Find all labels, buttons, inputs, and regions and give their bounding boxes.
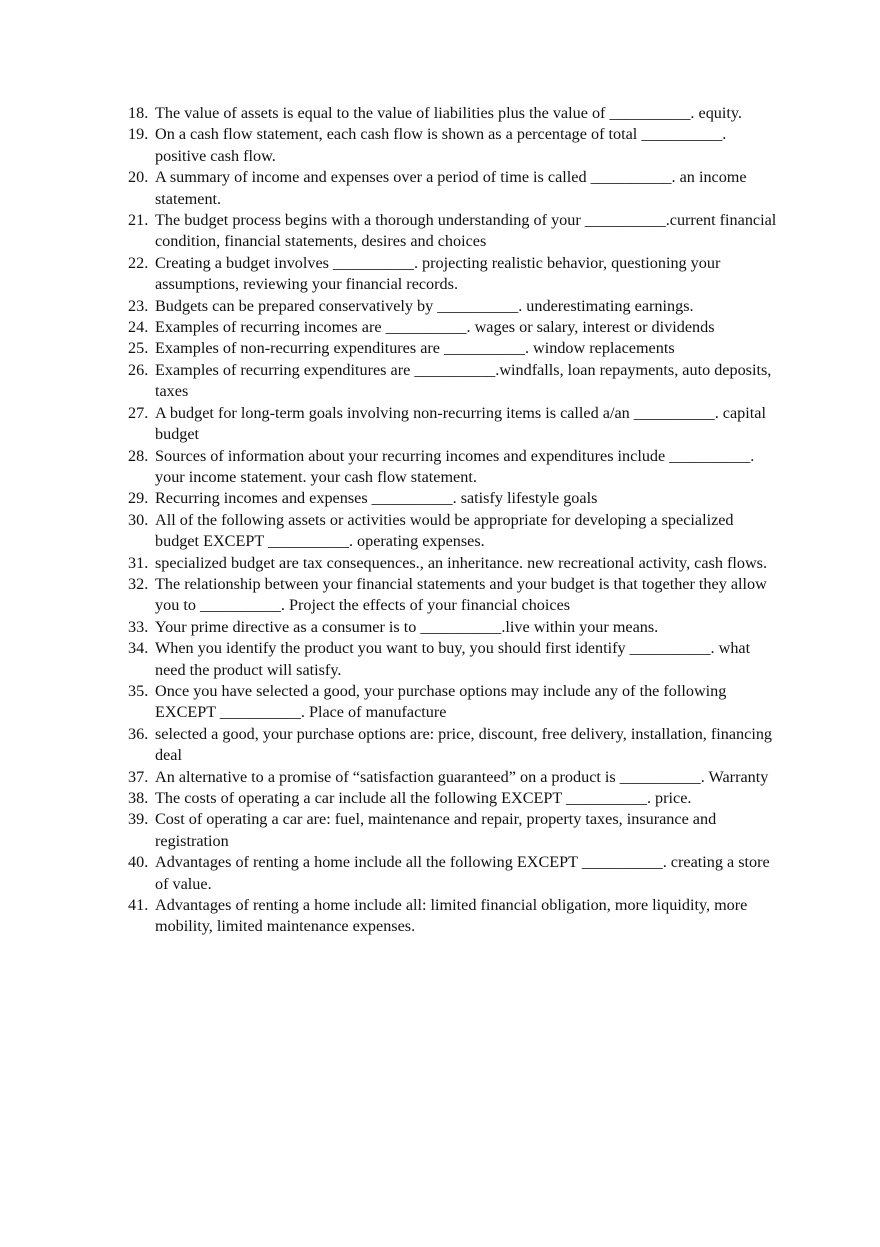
question-item xyxy=(128,167,778,210)
question-number: 27. xyxy=(128,403,149,422)
question-item xyxy=(128,724,778,767)
question-text: Examples of recurring incomes are __________. wages or salary, interest or dividends xyxy=(155,318,715,337)
question-number: 34. xyxy=(128,639,149,658)
question-item xyxy=(128,895,778,938)
question-text: Once you have selected a good, your purchase options may include any of the following EXCEPT __________. Place of manufacture xyxy=(155,681,727,722)
question-text: Examples of recurring expenditures are __________.windfalls, loan repayments, auto deposits, taxes xyxy=(155,360,772,401)
question-item xyxy=(128,852,778,895)
question-number: 35. xyxy=(128,681,149,700)
question-number: 21. xyxy=(128,211,149,230)
question-text: A budget for long-term goals involving non-recurring items is called a/an __________. capital budget xyxy=(155,403,766,444)
question-item xyxy=(128,553,778,574)
question-item xyxy=(128,809,778,852)
question-number: 32. xyxy=(128,574,149,593)
question-item xyxy=(128,403,778,446)
question-number: 26. xyxy=(128,360,149,379)
question-number: 33. xyxy=(128,617,149,636)
question-number: 20. xyxy=(128,168,149,187)
question-number: 41. xyxy=(128,896,149,915)
question-text: Advantages of renting a home include all the following EXCEPT __________. creating a store of value. xyxy=(155,853,770,893)
question-text: specialized budget are tax consequences., an inheritance. new recreational activity, cash flows. xyxy=(155,553,768,572)
question-number: 23. xyxy=(128,296,149,315)
question-text: When you identify the product you want to buy, you should first identify __________. what need the product will satisfy. xyxy=(155,639,751,679)
question-text: Sources of information about your recurring incomes and expenditures include __________. your income statement. your cash flow statement. xyxy=(155,446,755,486)
question-item xyxy=(128,788,778,809)
question-text: The costs of operating a car include all the following EXCEPT __________. price. xyxy=(155,789,692,807)
question-item xyxy=(128,638,778,681)
question-text: On a cash flow statement, each cash flow is shown as a percentage of total __________. positive cash flow. xyxy=(155,125,727,165)
question-number: 37. xyxy=(128,767,149,786)
question-number: 24. xyxy=(128,318,149,337)
question-text: All of the following assets or activities would be appropriate for developing a specialized budget EXCEPT __________. operating expenses. xyxy=(155,510,734,551)
question-number: 31. xyxy=(128,553,149,572)
question-text: Creating a budget involves __________. projecting realistic behavior, questioning your assumptions, reviewing your financial records. xyxy=(155,253,721,294)
question-text: Recurring incomes and expenses __________. satisfy lifestyle goals xyxy=(155,489,598,508)
question-text: The value of assets is equal to the value of liabilities plus the value of __________. equity. xyxy=(155,104,742,122)
question-text: Your prime directive as a consumer is to __________.live within your means. xyxy=(155,617,659,636)
question-text: The budget process begins with a thorough understanding of your __________.current financial condition, financial statements, desires and choices xyxy=(155,211,777,251)
question-text: Advantages of renting a home include all: limited financial obligation, more liquidity, more mobility, limited maintenance expenses. xyxy=(155,896,748,936)
question-item xyxy=(128,338,778,359)
question-text: The relationship between your financial statements and your budget is that together they allow you to __________. Project the effects of your financial choices xyxy=(155,574,767,615)
question-number: 28. xyxy=(128,446,149,465)
question-item xyxy=(128,510,778,553)
question-item xyxy=(128,617,778,638)
question-number: 29. xyxy=(128,489,149,508)
question-number: 22. xyxy=(128,253,149,272)
question-item xyxy=(128,767,778,788)
question-number: 19. xyxy=(128,125,149,144)
question-item xyxy=(128,210,778,253)
question-number: 38. xyxy=(128,789,149,807)
question-item xyxy=(128,296,778,317)
question-item xyxy=(128,446,778,489)
question-text: An alternative to a promise of “satisfaction guaranteed” on a product is __________. Warranty xyxy=(155,767,769,786)
question-list xyxy=(128,103,778,938)
question-text: Budgets can be prepared conservatively by __________. underestimating earnings. xyxy=(155,296,694,315)
question-item xyxy=(128,488,778,509)
question-number: 36. xyxy=(128,724,149,743)
question-text: Examples of non-recurring expenditures are __________. window replacements xyxy=(155,339,675,358)
question-item xyxy=(128,681,778,724)
question-number: 30. xyxy=(128,510,149,529)
question-item xyxy=(128,360,778,403)
question-text: selected a good, your purchase options are: price, discount, free delivery, installation, financing deal xyxy=(155,724,773,765)
question-text: A summary of income and expenses over a period of time is called __________. an income statement. xyxy=(155,168,747,208)
question-item xyxy=(128,574,778,617)
question-number: 25. xyxy=(128,339,149,358)
question-text: Cost of operating a car are: fuel, maintenance and repair, property taxes, insurance and registration xyxy=(155,810,717,850)
question-item xyxy=(128,253,778,296)
question-number: 40. xyxy=(128,853,149,872)
question-item xyxy=(128,317,778,338)
question-item xyxy=(128,124,778,167)
question-item xyxy=(128,103,778,124)
question-number: 18. xyxy=(128,104,149,122)
question-number: 39. xyxy=(128,810,149,829)
